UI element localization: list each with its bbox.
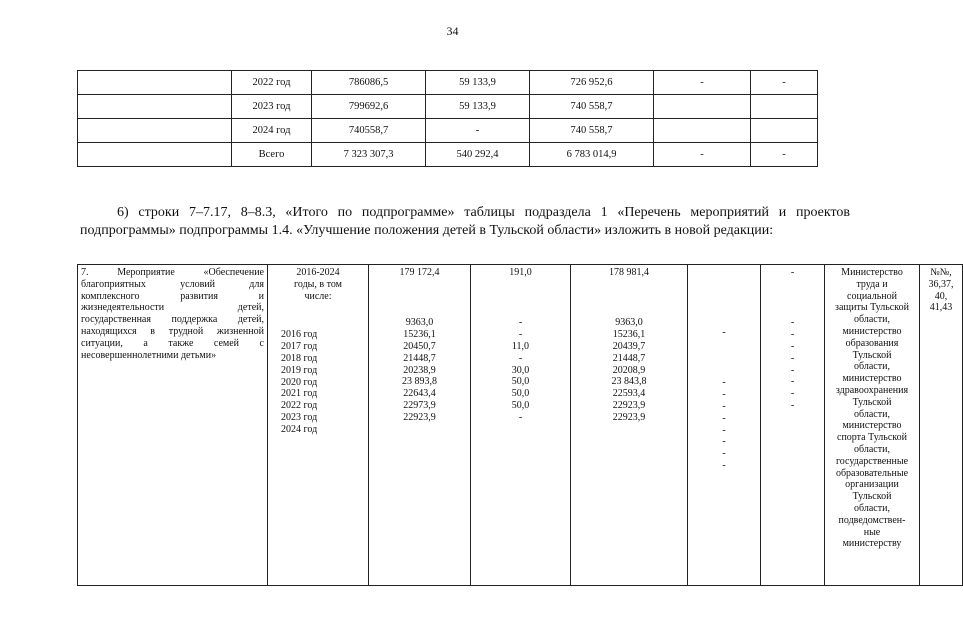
regional-year-value: 20439,7 — [612, 340, 646, 352]
regional-value: 178 981,4 — [609, 267, 649, 278]
other-values-list — [764, 317, 821, 411]
total-cell: 740558,7 — [312, 119, 426, 143]
federal-year-value: 50,0 — [511, 376, 530, 388]
total-year-value: 23 893,8 — [402, 376, 437, 388]
responsible-line: министерство — [842, 373, 902, 385]
other-year-dash: - — [790, 376, 795, 388]
local-year-dash: - — [722, 459, 726, 471]
other-year-dash: - — [790, 364, 795, 376]
local-year-dash: - — [722, 424, 726, 436]
federal-cell: 59 133,9 — [426, 95, 530, 119]
federal-year-value: 50,0 — [511, 388, 530, 400]
federal-year-value: 11,0 — [511, 340, 530, 352]
year-cell: 2023 год — [232, 95, 312, 119]
regional-cell — [571, 265, 688, 586]
other-year-dash: - — [790, 399, 795, 411]
total-cell: 7 323 307,3 — [312, 143, 426, 167]
other-cell — [751, 95, 818, 119]
federal-year-value: - — [518, 329, 523, 341]
regional-cell: 6 783 014,9 — [530, 143, 654, 167]
period-line: 2016-2024 — [296, 267, 340, 278]
federal-cell: 540 292,4 — [426, 143, 530, 167]
year-label: 2017 год — [281, 341, 318, 353]
responsible-line: области, — [854, 443, 890, 455]
regional-year-value: 23 843,8 — [611, 376, 647, 388]
total-year-value: 9363,0 — [405, 317, 434, 329]
page-number: 34 — [446, 24, 459, 38]
federal-cell: - — [426, 119, 530, 143]
row-label-cell — [78, 95, 232, 119]
responsible-line: области, — [854, 408, 890, 420]
table-row — [78, 71, 818, 95]
total-year-value: 20450,7 — [403, 340, 436, 352]
local-value: - — [722, 327, 726, 338]
responsible-line: министерство — [842, 325, 902, 337]
responsible-line: организации — [845, 479, 899, 491]
year-label: 2023 год — [281, 411, 318, 423]
measure-name-line: государственная поддержка детей, — [81, 314, 264, 326]
responsible-line: области, — [854, 502, 890, 514]
total-year-value: 15236,1 — [403, 329, 436, 341]
regional-cell: 740 558,7 — [530, 119, 654, 143]
reference-line: 36,37, — [928, 278, 954, 290]
measure-name-line: 7. Мероприятие «Обеспечение — [81, 267, 264, 278]
other-year-dash: - — [790, 340, 795, 352]
regional-year-value: 21448,7 — [612, 352, 646, 364]
responsible-line: области, — [854, 314, 890, 326]
responsible-line: министерству — [842, 538, 902, 550]
responsible-line: спорта Тульской — [837, 432, 907, 444]
responsible-line: защиты Тульской — [835, 302, 909, 314]
period-line: годы, в том — [294, 278, 342, 290]
responsible-cell — [825, 265, 920, 586]
responsible-line: образовательные — [835, 467, 909, 479]
measure-name-line: благоприятных условий для — [81, 278, 264, 290]
responsible-line: Министерство — [841, 267, 903, 278]
federal-year-value: - — [518, 317, 523, 329]
federal-year-value: - — [518, 411, 523, 423]
local-year-dash: - — [722, 436, 726, 448]
measure-name-line: комплексного развития и — [81, 290, 264, 302]
total-cell — [369, 265, 471, 586]
federal-value: 191,0 — [509, 267, 532, 278]
total-year-value: 22643,4 — [403, 388, 436, 400]
year-list — [271, 329, 365, 435]
other-value: - — [790, 267, 795, 278]
local-cell: - — [654, 71, 751, 95]
year-label: 2018 год — [281, 352, 318, 364]
measure-name-line: ситуации, а также семей с — [81, 337, 264, 349]
reference-cell — [920, 265, 963, 586]
measure-name-line: жизнедеятельности детей, — [81, 302, 264, 314]
year-cell: Всего — [232, 143, 312, 167]
regional-year-value: 9363,0 — [615, 317, 643, 329]
row-label-cell — [78, 143, 232, 167]
regional-year-value: 15236,1 — [612, 329, 646, 341]
responsible-line: государственные — [835, 455, 909, 467]
row-label-cell — [78, 119, 232, 143]
measure-name-line: несовершеннолетними детьми» — [81, 349, 217, 361]
local-year-dash: - — [722, 448, 726, 460]
federal-values-list — [474, 317, 567, 423]
other-year-dash: - — [790, 329, 795, 341]
responsible-line: ные — [863, 526, 881, 538]
total-year-value: 22973,9 — [403, 399, 436, 411]
other-cell: - — [751, 143, 818, 167]
period-label — [271, 267, 365, 302]
year-cell: 2022 год — [232, 71, 312, 95]
table-row — [78, 119, 818, 143]
total-year-value: 22923,9 — [403, 411, 436, 423]
federal-year-value: 30,0 — [511, 364, 530, 376]
table-row — [78, 143, 818, 167]
local-year-dash: - — [722, 400, 726, 412]
bottom-table — [77, 264, 963, 586]
total-year-value: 21448,7 — [403, 352, 436, 364]
responsible-line: Тульской — [852, 349, 892, 361]
other-cell — [761, 265, 825, 586]
year-label: 2020 год — [281, 376, 318, 388]
top-table — [77, 70, 818, 167]
reference-line: 41,43 — [929, 302, 953, 314]
total-cell: 799692,6 — [312, 95, 426, 119]
other-cell: - — [751, 71, 818, 95]
local-cell — [688, 265, 761, 586]
period-line: числе: — [304, 290, 332, 302]
other-year-dash: - — [790, 352, 795, 364]
total-values-list — [372, 317, 467, 423]
local-cell — [654, 119, 751, 143]
regional-values-list — [574, 317, 684, 423]
year-cell: 2024 год — [232, 119, 312, 143]
regional-year-value: 22923,9 — [612, 411, 646, 423]
row-label-cell — [78, 71, 232, 95]
measure-name-cell — [78, 265, 268, 586]
measure-row — [78, 265, 963, 586]
year-label: 2019 год — [281, 364, 318, 376]
local-cell: - — [654, 143, 751, 167]
local-values-list — [691, 377, 757, 471]
responsible-line: министерство — [842, 420, 902, 432]
year-label: 2021 год — [281, 388, 318, 400]
period-cell — [268, 265, 369, 586]
regional-year-value: 20208,9 — [612, 364, 646, 376]
responsible-line: Тульской — [852, 491, 892, 503]
regional-year-value: 22593,4 — [612, 388, 646, 400]
responsible-line: области, — [854, 361, 890, 373]
other-cell — [751, 119, 818, 143]
federal-cell: 59 133,9 — [426, 71, 530, 95]
federal-cell — [471, 265, 571, 586]
reference-line: №№, — [930, 267, 952, 278]
local-cell — [654, 95, 751, 119]
responsible-line: Тульской — [852, 396, 892, 408]
responsible-line: труда и — [856, 278, 888, 290]
other-year-dash: - — [790, 317, 795, 329]
other-year-dash: - — [790, 388, 795, 400]
responsible-line: здравоохранения — [835, 384, 909, 396]
local-year-dash: - — [722, 389, 726, 401]
total-value: 179 172,4 — [399, 267, 440, 278]
responsible-line: подведомствен- — [838, 514, 906, 526]
total-year-value: 20238,9 — [403, 364, 436, 376]
year-label: 2024 год — [281, 423, 318, 435]
table-row — [78, 95, 818, 119]
total-cell: 786086,5 — [312, 71, 426, 95]
amendment-paragraph: 6) строки 7–7.17, 8–8.3, «Итого по подпрограмме» таблицы подраздела 1 «Перечень мероприятий и проектов подпрограммы» подпрограммы 1.4. «Улучшение положения детей в Тульской области» изложить в новой редакции: — [80, 205, 850, 238]
responsible-line: социальной — [847, 290, 897, 302]
federal-year-value: 50,0 — [511, 399, 530, 411]
local-year-dash: - — [722, 377, 726, 389]
year-label: 2016 год — [281, 329, 318, 341]
responsible-line: образования — [845, 337, 899, 349]
federal-year-value: - — [518, 352, 523, 364]
regional-cell: 726 952,6 — [530, 71, 654, 95]
regional-cell: 740 558,7 — [530, 95, 654, 119]
reference-line: 40, — [934, 290, 948, 302]
local-year-dash: - — [722, 412, 726, 424]
year-label: 2022 год — [281, 400, 318, 412]
regional-year-value: 22923,9 — [612, 399, 646, 411]
measure-name-line: находящихся в трудной жизненной — [81, 325, 264, 337]
